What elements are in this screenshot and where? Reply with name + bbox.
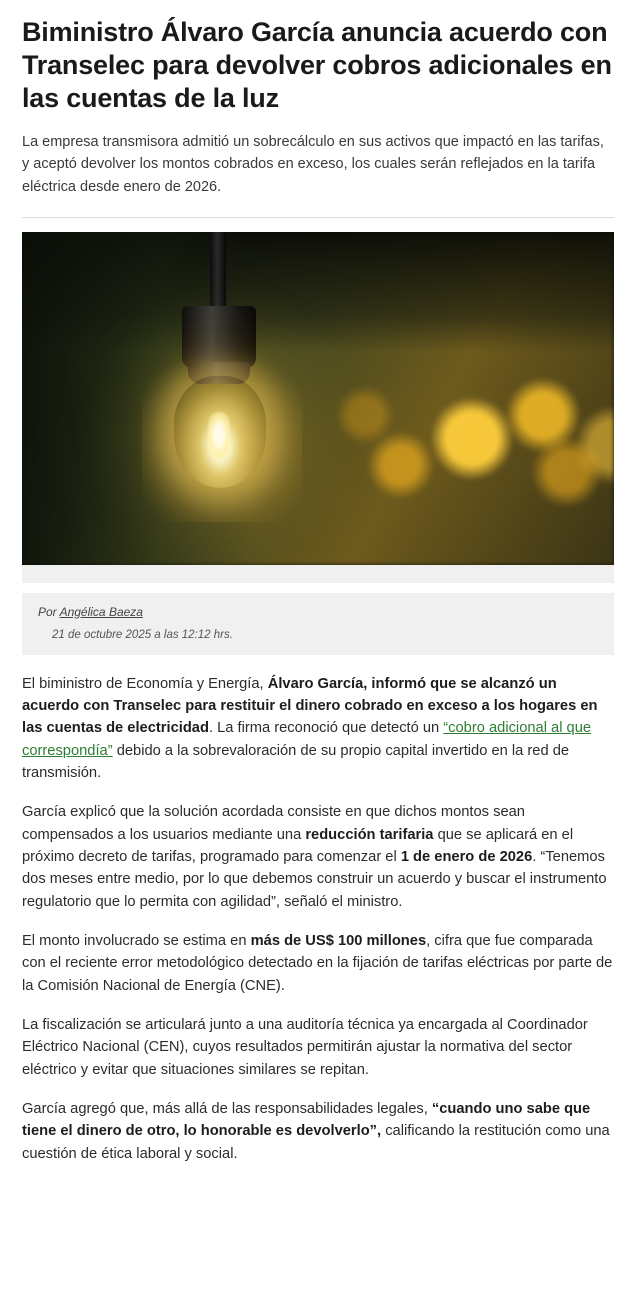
body-paragraph [22,1014,614,1081]
byline-prefix: Por [38,604,57,619]
body-text: El monto involucrado se estima en [22,933,251,950]
body-paragraph [22,1098,614,1165]
figure-caption-bar [22,565,614,583]
body-text: calificando la restitución como una cuestión de ética laboral y social. [22,1123,610,1162]
byline [38,605,598,619]
body-text: La fiscalización se articulará junto a una auditoría técnica ya encargada al Coordinador Eléctrico Nacional (CEN), cuyos resultados permitirán ajustar la normativa del sector eléctrico y evitar que situaciones similares se repitan. [22,1017,588,1078]
article-figure [22,232,614,583]
article-body [22,673,614,1166]
body-text: . “Tenemos dos meses entre medio, por lo que debemos construir un acuerdo y buscar el instrumento regulatorio que lo permita con agilidad”, señaló el ministro. [22,849,607,910]
body-text: , cifra que fue comparada con el reciente error metodológico detectado en la fijación de tarifas eléctricas por parte de la Comisión Nacional de Energía (CNE). [22,933,613,994]
byline-box [22,593,614,655]
article-standfirst: La empresa transmisora admitió un sobrecálculo en sus activos que impactó en las tarifas, y aceptó devolver los montos cobrados en exceso, los cuales serán reflejados en la tarifa eléctrica desde enero de 2026. [22,133,604,196]
body-text: que se aplicará en el próximo decreto de tarifas, programado para comenzar el [22,826,574,866]
inline-link[interactable]: “cobro adicional al que correspondía” [22,720,592,759]
body-text: El biministro de Economía y Energía, [22,675,268,692]
emphasis-text: Álvaro García, informó que se alcanzó un acuerdo con Transelec para restituir el dinero cobrado en exceso a los hogares en las cuentas de electricidad [22,675,598,737]
body-text: García explicó que la solución acordada consiste en que dichos montos sean compensados a los usuarios mediante una [22,804,525,843]
emphasis-text: reducción tarifaria [305,826,434,843]
page-title: Biministro Álvaro García anuncia acuerdo con Transelec para devolver cobros adicionales en las cuentas de la luz [22,17,612,113]
lightbulb-photo [22,232,614,565]
body-text: debido a la sobrevaloración de su propio capital invertido en la red de transmisión. [22,742,570,782]
lamp-socket [182,306,256,368]
body-paragraph [22,673,614,785]
body-paragraph [22,930,614,997]
emphasis-text: más de US$ 100 millones [250,933,427,950]
bulb-filament [208,412,230,458]
emphasis-text: 1 de enero de 2026 [400,849,533,866]
divider [22,217,614,218]
body-paragraph [22,801,614,913]
article-timestamp: 21 de octubre 2025 a las 12:12 hrs. [52,628,233,641]
author-link[interactable]: Angélica Baeza [59,604,143,619]
emphasis-text: “cuando uno sabe que tiene el dinero de otro, lo honorable es devolverlo”, [22,1101,591,1140]
lamp-cord [210,232,226,310]
body-text: . La firma reconoció que detectó un [208,720,444,737]
body-text: García agregó que, más allá de las responsabilidades legales, [22,1101,432,1118]
